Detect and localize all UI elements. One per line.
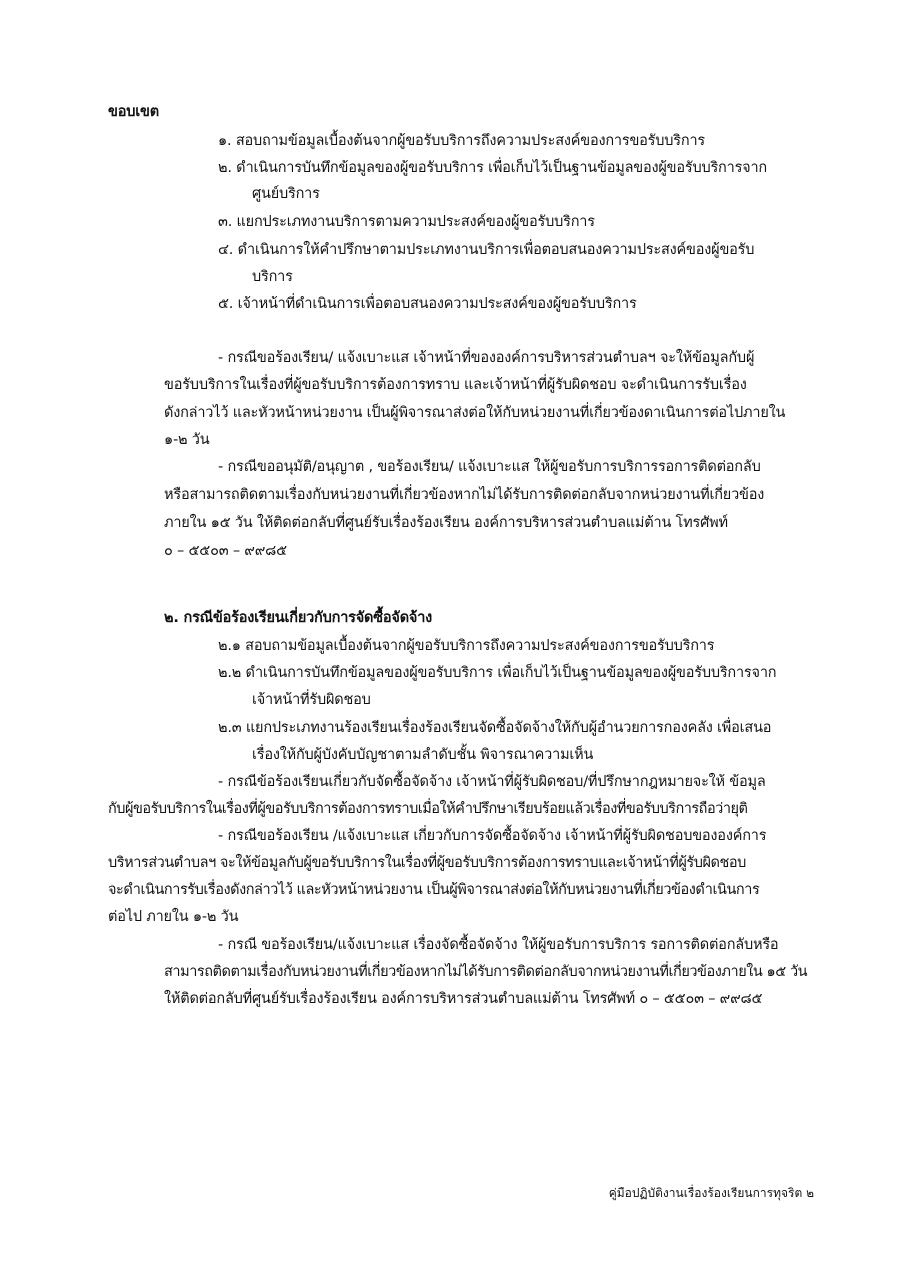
- section2-para1-line1: - กรณีข้อร้องเรียนเกี่ยวกับจัดซื้อจัดจ้าง เจ้าหน้าที่ผู้รับผิดชอบ/ที่ปรึกษากฎหมายจะให้ ข้อมูล: [218, 774, 766, 790]
- scope-item-5: ๕. เจ้าหน้าที่ดำเนินการเพื่อตอบสนองความประสงค์ของผู้ขอรับบริการ: [218, 296, 637, 312]
- scope-para1-line4: ๑-๒ วัน: [164, 432, 210, 448]
- section2-heading: ๒. กรณีข้อร้องเรียนเกี่ยวกับการจัดซื้อจัดจ้าง: [164, 610, 433, 626]
- scope-para2-line2: หรือสามารถติดตามเรื่องกับหน่วยงานที่เกี่ยวข้องหากไม่ได้รับการติดต่อกลับจากหน่วยงานที่เกี่ยวข้อง: [164, 487, 765, 503]
- page-footer: คู่มือปฏิบัติงานเรื่องร้องเรียนการทุจริต ๒: [608, 1186, 814, 1200]
- scope-para1-line1: - กรณีขอร้องเรียน/ แจ้งเบาะแส เจ้าหน้าที่ขององค์การบริหารส่วนตำบลฯ จะให้ข้อมูลกับผู้: [218, 350, 755, 366]
- section2-para2-line2: บริหารส่วนตำบลฯ จะให้ข้อมูลกับผู้ขอรับบริการในเรื่องที่ผู้ขอรับบริการต้องการทราบและเจ้าหน้าที่ผู้รับผิดชอบ: [108, 855, 746, 871]
- scope-para2-line4: ๐ – ๕๕๐๓ – ๙๙๘๕: [164, 543, 287, 559]
- scope-item-2: ๒. ดำเนินการบันทึกข้อมูลของผู้ขอรับบริการ เพื่อเก็บไว้เป็นฐานข้อมูลของผู้ขอรับบริการจาก: [218, 160, 767, 176]
- scope-item-1: ๑. สอบถามข้อมูลเบื้องต้นจากผู้ขอรับบริการถึงความประสงค์ของการขอรับบริการ: [218, 133, 705, 149]
- scope-para1-line3: ดังกล่าวไว้ และหัวหน้าหน่วยงาน เป็นผู้พิจารณาส่งต่อให้กับหน่วยงานที่เกี่ยวข้องดาเนินการต่อไปภายใน: [164, 405, 786, 421]
- section2-para1-line2: กับผู้ขอรับบริการในเรื่องที่ผู้ขอรับบริการต้องการทราบเมื่อให้คำปรึกษาเรียบร้อยแล้วเรื่องที่ขอรับบริการถือว่ายุติ: [108, 801, 748, 817]
- section2-item-1: ๒.๑ สอบถามข้อมูลเบื้องต้นจากผู้ขอรับบริการถึงความประสงค์ของการขอรับบริการ: [218, 638, 715, 654]
- scope-item-3: ๓. แยกประเภทงานบริการตามความประสงค์ของผู้ขอรับบริการ: [218, 214, 595, 230]
- scope-item-2-cont: ศูนย์บริการ: [252, 186, 320, 202]
- scope-para2-line1: - กรณีขออนุมัติ/อนุญาต , ขอร้องเรียน/ แจ้งเบาะแส ให้ผู้ขอรับการบริการรอการติดต่อกลับ: [218, 459, 761, 475]
- section2-para2-line3: จะดำเนินการรับเรื่องดังกล่าวไว้ และหัวหน้าหน่วยงาน เป็นผู้พิจารณาส่งต่อให้กับหน่วยงานที่เกี่ยวข้องดำเนินการ: [108, 882, 760, 898]
- scope-para1-line2: ขอรับบริการในเรื่องที่ผู้ขอรับบริการต้องการทราบ และเจ้าหน้าที่ผู้รับผิดชอบ จะดำเนินการรับเรื่อง: [164, 377, 747, 393]
- scope-item-4: ๔. ดำเนินการให้คำปรึกษาตามประเภทงานบริการเพื่อตอบสนองความประสงค์ของผู้ขอรับ: [218, 242, 755, 258]
- section2-para3-line1: - กรณี ขอร้องเรียน/แจ้งเบาะแส เรื่องจัดซื้อจัดจ้าง ให้ผู้ขอรับการบริการ รอการติดต่อกลับหรือ: [218, 937, 779, 953]
- scope-item-4-cont: บริการ: [252, 269, 293, 285]
- section2-para3-line3: ให้ติดต่อกลับที่ศูนย์รับเรื่องร้องเรียน องค์การบริหารส่วนตำบลแม่ต้าน โทรศัพท์ ๐ – ๕๕๐๓ – ๙๙๘๕: [164, 991, 763, 1007]
- scope-para2-line3: ภายใน ๑๕ วัน ให้ติดต่อกลับที่ศูนย์รับเรื่องร้องเรียน องค์การบริหารส่วนตำบลแม่ต้าน โทรศัพท์: [164, 515, 728, 531]
- section2-item-2: ๒.๒ ดำเนินการบันทึกข้อมูลของผู้ขอรับบริการ เพื่อเก็บไว้เป็นฐานข้อมูลของผู้ขอรับบริการจาก: [218, 665, 777, 681]
- scope-heading: ขอบเขต: [108, 104, 159, 120]
- section2-para2-line1: - กรณีขอร้องเรียน /แจ้งเบาะแส เกี่ยวกับการจัดซื้อจัดจ้าง เจ้าหน้าที่ผู้รับผิดชอบขององค์การ: [218, 828, 767, 844]
- section2-para2-line4: ต่อไป ภายใน ๑-๒ วัน: [108, 909, 239, 925]
- section2-item-2-cont: เจ้าหน้าที่รับผิดชอบ: [252, 692, 371, 708]
- section2-para3-line2: สามารถติดตามเรื่องกับหน่วยงานที่เกี่ยวข้องหากไม่ได้รับการติดต่อกลับจากหน่วยงานที่เกี่ยวข้องภายใน ๑๕ วัน: [164, 964, 808, 980]
- section2-item-3-cont: เรื่องให้กับผู้บังคับบัญชาตามลำดับชั้น พิจารณาความเห็น: [252, 747, 594, 763]
- section2-item-3: ๒.๓ แยกประเภทงานร้องเรียนเรื่องร้องเรียนจัดซื้อจัดจ้างให้กับผู้อำนวยการกองคลัง เพื่อเสนอ: [218, 720, 772, 736]
